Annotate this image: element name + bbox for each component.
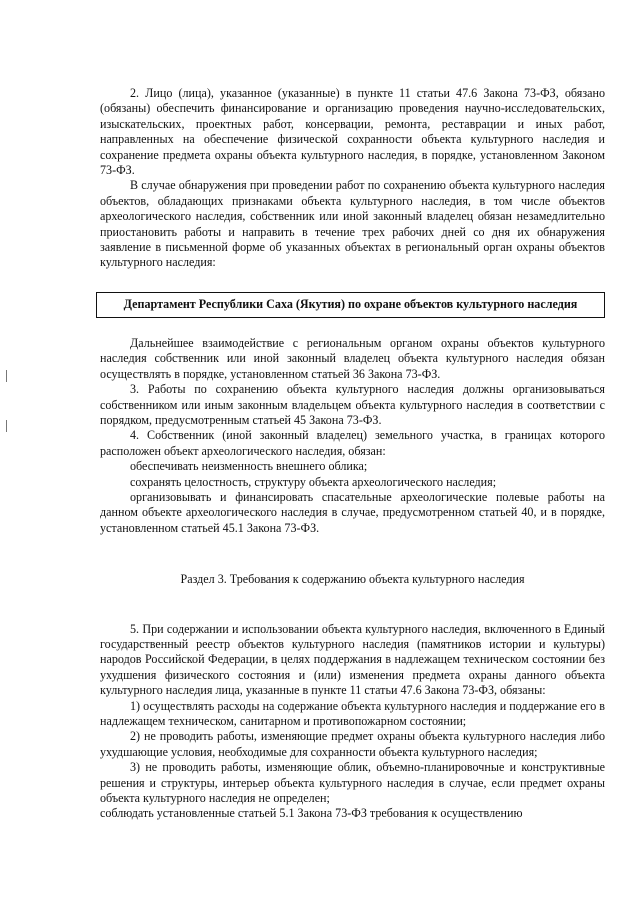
paragraph: Дальнейшее взаимодействие с региональным органом охраны объектов культурного наследия собственник или иной законный владелец объекта культурного наследия обязан осуществлять в порядке, установленном статьей 36 Закона 73-ФЗ. <box>100 335 605 381</box>
paragraph: обеспечивать неизменность внешнего облика; <box>130 459 368 474</box>
paragraph: 4. Собственник (иной законный владелец) земельного участка, в границах которого расположен объект археологического наследия, обязан: <box>100 428 605 458</box>
scan-mark <box>6 420 7 432</box>
paragraph: сохранять целостность, структуру объекта археологического наследия; <box>130 474 497 489</box>
paragraph: соблюдать установленные статьей 5.1 Закона 73-ФЗ требования к осуществлению <box>100 806 523 821</box>
paragraph: организовывать и финансировать спасательные археологические полевые работы на данном объекте археологического наследия в случае, предусмотренном статьей 40, и в порядке, установленном статьей 45.1 Закона 73-ФЗ. <box>100 489 605 535</box>
document-body <box>100 86 605 822</box>
scan-mark <box>6 370 7 382</box>
paragraph: В случае обнаружения при проведении работ по сохранению объекта культурного наследия объектов, обладающих признаками объекта культурного наследия, в том числе объектов археологического наследия, собственник или иной законный владелец обязан незамедлительно приостановить работы и направить в течение трех рабочих дней со дня их обнаружения заявление в письменной форме об указанных объектах в региональный орган охраны объектов культурного наследия: <box>100 178 605 270</box>
paragraph: 5. При содержании и использовании объекта культурного наследия, включенного в Единый государственный реестр объектов культурного наследия (памятников истории и культуры) народов Российской Федерации, в целях поддержания в надлежащем техническом состоянии без ухудшения физического состояния и (или) изменения предмета охраны данного объекта культурного наследия лица, указанные в пункте 11 статьи 47.6 Закона 73-ФЗ, обязаны: <box>100 621 605 698</box>
paragraph: 2) не проводить работы, изменяющие предмет охраны объекта культурного наследия либо ухудшающие условия, необходимые для сохранности объекта культурного наследия; <box>100 729 605 759</box>
paragraph: 1) осуществлять расходы на содержание объекта культурного наследия и поддержание его в надлежащем техническом, санитарном и противопожарном состоянии; <box>100 698 605 728</box>
section-title: Раздел 3. Требования к содержанию объекта культурного наследия <box>180 572 525 587</box>
paragraph: 3) не проводить работы, изменяющие облик, объемно-планировочные и конструктивные решения и структуры, интерьер объекта культурного наследия в случае, если предмет охраны объекта культурного наследия не определен; <box>100 760 605 806</box>
paragraph: 3. Работы по сохранению объекта культурного наследия должны организовываться собственником или иным законным владельцем объекта культурного наследия в соответствии с порядком, предусмотренным статьей 45 Закона 73-ФЗ. <box>100 382 605 427</box>
authority-box: Департамент Республики Саха (Якутия) по охране объектов культурного наследия <box>96 292 605 318</box>
paragraph: 2. Лицо (лица), указанное (указанные) в пункте 11 статьи 47.6 Закона 73-ФЗ, обязано (обязаны) обеспечить финансирование и организацию проведения научно-исследовательских, изыскательских, проектных работ, консервации, ремонта, реставрации и иных работ, направленных на обеспечение физической сохранности объекта культурного наследия и сохранение предмета охраны объекта культурного наследия, в порядке, установленном Законом 73-ФЗ. <box>100 86 605 178</box>
